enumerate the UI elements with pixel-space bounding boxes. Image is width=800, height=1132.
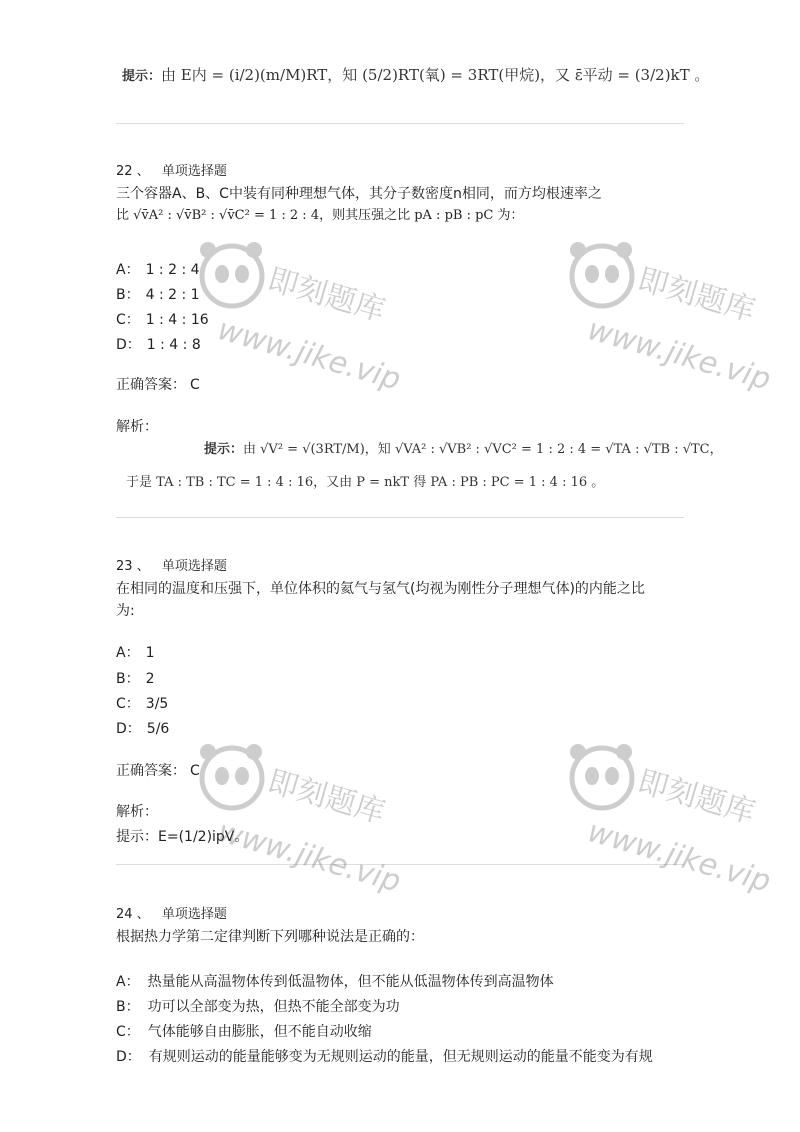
q23-option-d[interactable]: D： 5/6 [116, 721, 170, 737]
q23-option-c[interactable]: C： 3/5 [116, 696, 169, 712]
panda-icon [570, 744, 632, 808]
q21-hint-text: 由 E内 = (i/2)(m/M)RT，知 (5/2)RT(氧) = 3RT(甲烷)，又 ε̄平动 = (3/2)kT 。 [161, 66, 710, 84]
watermark-url: www.jike.vip [213, 814, 405, 900]
q24-type: 单项选择题 [161, 907, 227, 922]
watermark [196, 738, 446, 900]
q22-stem-line1: 三个容器A、B、C中装有同种理想气体，其分子数密度n相同，而方均根速率之 [116, 186, 602, 202]
panda-icon [200, 242, 262, 306]
q21-hint-formula [122, 64, 709, 85]
q22-analysis-label: 解析： [116, 419, 158, 435]
q23-analysis-label: 解析： [116, 804, 158, 820]
q23-stem-line1: 在相同的温度和压强下，单位体积的氦气与氢气(均视为刚性分子理想气体)的内能之比 [116, 581, 645, 597]
q22-option-d[interactable]: D： 1 : 4 : 8 [116, 337, 201, 353]
q24-number: 24 、 [116, 907, 150, 922]
q24-option-a[interactable]: A： 热量能从高温物体传到低温物体，但不能从低温物体传到高温物体 [116, 974, 554, 990]
q24-stem [116, 926, 686, 948]
q23-option-a[interactable]: A： 1 [116, 645, 155, 661]
watermark [196, 236, 446, 398]
q22-option-c[interactable]: C： 1 : 4 : 16 [116, 312, 209, 328]
q22-number: 22 、 [116, 164, 150, 179]
watermark-brand: 即刻题库 [263, 764, 389, 831]
q23-answer: 正确答案： C [116, 763, 200, 779]
q24-stem-line1: 根据热力学第二定律判断下列哪种说法是正确的： [116, 929, 424, 945]
watermark-brand: 即刻题库 [633, 764, 759, 831]
watermark-url: www.jike.vip [583, 814, 775, 900]
q24-option-b[interactable]: B： 功可以全部变为热，但热不能全部变为功 [116, 999, 400, 1015]
divider [116, 123, 684, 124]
q23-header [116, 555, 227, 574]
watermark-brand: 即刻题库 [633, 262, 759, 329]
watermark [566, 236, 775, 398]
q21-hint-label: 提示： [122, 69, 162, 84]
q23-analysis-hint: 提示：E=(1/2)ipV。 [116, 829, 249, 845]
q22-analysis-line1: 提示：由 √V² = √(3RT/M)，知 √VA² : √VB² : √VC² = 1 : 2 : 4 = √TA : √TB : √TC， [204, 442, 723, 457]
q22-type: 单项选择题 [161, 164, 227, 179]
q24-option-c[interactable]: C： 气体能够自由膨胀，但不能自动收缩 [116, 1024, 372, 1040]
q22-option-b[interactable]: B： 4 : 2 : 1 [116, 287, 200, 303]
q22-stem-line2: 比 √v̄A² : √v̄B² : √v̄C² = 1 : 2 : 4，则其压强之比 pA : pB : pC 为： [116, 208, 524, 223]
q22-header [116, 160, 227, 179]
q24-header [116, 903, 227, 922]
q22-answer: 正确答案： C [116, 377, 200, 393]
watermark-url: www.jike.vip [213, 312, 405, 398]
watermark-brand: 即刻题库 [263, 262, 389, 329]
q23-number: 23 、 [116, 559, 150, 574]
q23-stem-line2: 为: [116, 603, 135, 619]
q22-analysis-line2: 于是 TA : TB : TC = 1 : 4 : 16，又由 P = nkT 得 PA : PB : PC = 1 : 4 : 16 。 [126, 475, 605, 490]
panda-icon [570, 242, 632, 306]
q22-stem [116, 183, 686, 227]
q22-option-a[interactable]: A： 1 : 2 : 4 [116, 262, 200, 278]
q23-option-b[interactable]: B： 2 [116, 671, 155, 687]
watermark [566, 738, 775, 900]
watermark-url: www.jike.vip [583, 312, 775, 398]
q24-option-d[interactable]: D： 有规则运动的能量能够变为无规则运动的能量，但无规则运动的能量不能变为有规 [116, 1049, 653, 1065]
panda-icon [200, 744, 262, 808]
q23-type: 单项选择题 [161, 559, 227, 574]
q23-stem [116, 578, 686, 622]
divider [116, 517, 684, 518]
